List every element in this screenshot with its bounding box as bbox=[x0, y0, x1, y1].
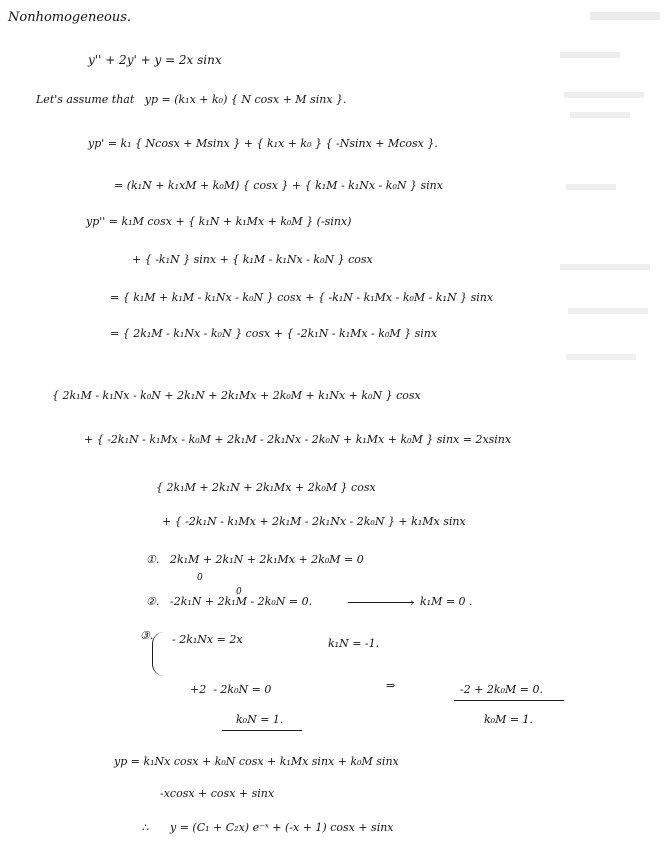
page-heading: Nonhomogeneous. bbox=[8, 10, 132, 25]
underline-right bbox=[454, 700, 564, 701]
result-k0N: k₀N = 1. bbox=[236, 713, 284, 726]
particular-solution-line-1: yp = k₁Nx cosx + k₀N cosx + k₁Mx sinx + k₀M sinx bbox=[114, 755, 399, 768]
equation-3-marker: ③. bbox=[140, 629, 154, 642]
equation-2-result: k₁M = 0 . bbox=[420, 595, 473, 608]
equation-4-implies: ⇒ bbox=[386, 679, 396, 692]
system-brace bbox=[152, 632, 167, 676]
second-derivative-line-1: yp'' = k₁M cosx + { k₁N + k₁Mx + k₀M } (-sinx) bbox=[86, 215, 352, 228]
equation-4-left: +2 - 2k₀N = 0 bbox=[190, 683, 272, 696]
bleed-stroke bbox=[566, 184, 616, 190]
second-derivative-line-4: = { 2k₁M - k₁Nx - k₀N } cosx + { -2k₁N - k₁Mx - k₀M } sinx bbox=[110, 327, 438, 340]
bleed-stroke bbox=[564, 92, 644, 98]
equation-2-marker: ②. bbox=[146, 595, 160, 608]
general-solution: y = (C₁ + C₂x) e⁻ˣ + (-x + 1) cosx + sinx bbox=[170, 821, 394, 834]
simplified-line-2: + { -2k₁N - k₁Mx + 2k₁M - 2k₁Nx - 2k₀N } + k₁Mx sinx bbox=[162, 515, 466, 528]
bleed-through-area bbox=[560, 8, 665, 388]
simplified-line-1: { 2k₁M + 2k₁N + 2k₁Mx + 2k₀M } cosx bbox=[156, 481, 376, 494]
assumption-line: Let's assume that yp = (k₁x + k₀) { N cosx + M sinx }. bbox=[36, 93, 347, 106]
equation-2: -2k₁N + 2k₁M - 2k₀N = 0. bbox=[170, 595, 313, 608]
bleed-stroke bbox=[560, 52, 620, 58]
bleed-stroke bbox=[566, 354, 636, 360]
combined-line-1: { 2k₁M - k₁Nx - k₀N + 2k₁N + 2k₁Mx + 2k₀M + k₁Nx + k₀N } cosx bbox=[52, 389, 421, 402]
therefore-symbol: ∴ bbox=[142, 821, 149, 834]
equation-1: 2k₁M + 2k₁N + 2k₁Mx + 2k₀M = 0 bbox=[170, 553, 364, 566]
second-derivative-line-3: = { k₁M + k₁M - k₁Nx - k₀N } cosx + { -k₁N - k₁Mx - k₀M - k₁N } sinx bbox=[110, 291, 494, 304]
differential-equation: y'' + 2y' + y = 2x sinx bbox=[88, 53, 222, 67]
bleed-stroke bbox=[590, 12, 660, 20]
equation-1-marker: ①. bbox=[146, 553, 160, 566]
second-derivative-line-2: + { -k₁N } sinx + { k₁M - k₁Nx - k₀N } cosx bbox=[132, 253, 373, 266]
underline-left bbox=[222, 730, 302, 731]
implies-arrow-head: › bbox=[410, 596, 415, 609]
bleed-stroke bbox=[560, 264, 650, 270]
result-k0M: k₀M = 1. bbox=[484, 713, 534, 726]
first-derivative-line-2: = (k₁N + k₁xM + k₀M) { cosx } + { k₁M - k₁Nx - k₀N } sinx bbox=[114, 179, 443, 192]
implies-arrow-shaft bbox=[348, 602, 414, 603]
first-derivative-line-1: yp' = k₁ { Ncosx + Msinx } + { k₁x + k₀ } { -Nsinx + Mcosx }. bbox=[88, 137, 438, 150]
equation-3-result: k₁N = -1. bbox=[328, 637, 380, 650]
equation-1-zero-note: 0 bbox=[197, 573, 203, 583]
bleed-stroke bbox=[568, 308, 648, 314]
equation-3: - 2k₁Nx = 2x bbox=[172, 633, 243, 646]
equation-2-zero-note: 0 bbox=[236, 587, 242, 597]
combined-line-2: + { -2k₁N - k₁Mx - k₀M + 2k₁M - 2k₁Nx - 2k₀N + k₁Mx + k₀M } sinx = 2xsinx bbox=[84, 433, 512, 446]
particular-solution-line-2: -xcosx + cosx + sinx bbox=[160, 787, 275, 800]
bleed-stroke bbox=[570, 112, 630, 118]
equation-4-right: -2 + 2k₀M = 0. bbox=[460, 683, 543, 696]
